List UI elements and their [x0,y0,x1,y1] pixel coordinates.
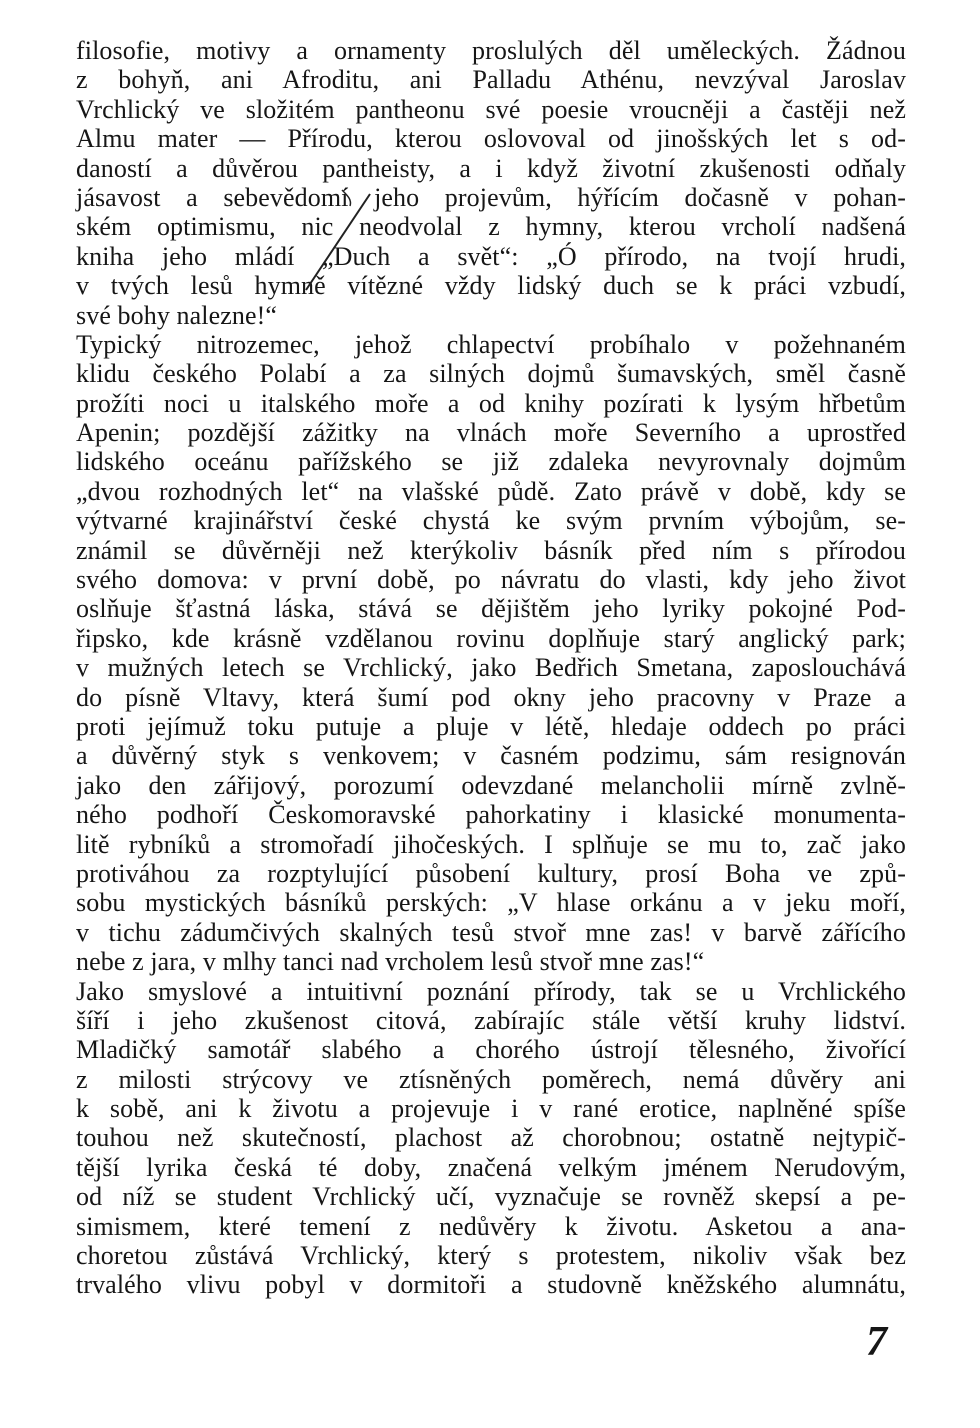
text-line: z bohyň, ani Afroditu, ani Palladu Athénu, nevzýval Jaroslav [76,65,906,95]
text-line: k sobě, ani k životu a projevuje i v rané erotice, naplněné spíše [76,1094,906,1124]
text-line: svého domova: v první době, po návratu do vlasti, kdy jeho život [76,565,906,595]
text-line: oslňuje šťastná láska, stává se dějištěm jeho lyriky pokojné Pod- [76,594,906,624]
text-line: Almu mater — Přírodu, kterou oslovoval od jinošských let s od- [76,124,906,154]
text-line: z milosti strýcovy ve ztísněných poměrech, nemá důvěry ani [76,1064,906,1094]
text-line: v tvých lesů hymně vítězné vždy lidský duch se k práci vzbudí, [76,271,906,301]
text-line: v mužných letech se Vrchlický, jako Bedřich Smetana, zaposlouchává [76,653,906,683]
text-line: sobu mystických básníků perských: „V hlase orkánu a v jeku moří, [76,888,906,918]
text-line: od níž se student Vrchlický učí, vyznačuje se rovněž skepsí a pe- [76,1182,906,1212]
text-line: protiváhou za rozptylující působení kultury, prosí Boha ve způ- [76,858,906,888]
text-line: kniha jeho mládí „Duch a svět“: „Ó přírodo, na tvojí hrudi, [76,241,906,271]
text-line: lidského oceánu pařížského se již zdaleka nevyrovnaly dojmům [76,447,906,477]
text-line: známil se důvěrněji než kterýkoliv básník před ním s přírodou [76,535,906,565]
text-line: daností a důvěrou pantheisty, a i když životní zkušenosti odňaly [76,153,906,183]
text-line: řipsko, kde krásně vzdělanou rovinu doplňuje starý anglický park; [76,623,906,653]
text-line: ském optimismu, nic neodvolal z hymny, kterou vrcholí nadšená [76,212,906,242]
text-line: do písně Vltavy, která šumí pod okny jeho pracovny v Praze a [76,682,906,712]
text-line: výtvarné krajinářství české chystá ke svým prvním výbojům, se- [76,506,906,536]
text-line: a důvěrný styk s venkovem; v časném podzimu, sám resignován [76,741,906,771]
text-line: klidu českého Polabí a za silných dojmů šumavských, směl časně [76,359,906,389]
text-line: prožíti noci u italského moře a od knihy pozírati k lysým hřbetům [76,388,906,418]
text-line: šíří i jeho zkušenost citová, zabírajíc stále větší kruhy lidství. [76,1005,906,1035]
text-line: „dvou rozhodných let“ na vlašské půdě. Zato právě v době, kdy se [76,476,906,506]
text-line: Apenin; pozdější zážitky na vlnách moře Severního a uprostřed [76,418,906,448]
text-line: své bohy nalezne!“ [76,300,278,330]
text-line: ného podhoří Českomoravské pahorkatiny i klasické monumenta- [76,800,906,830]
text-line: Jako smyslové a intuitivní poznání přírody, tak se u Vrchlického [76,976,906,1006]
text-line: tější lyrika česká té doby, značená velkým jménem Nerudovým, [76,1152,906,1182]
text-line: choretou zůstává Vrchlický, který s protestem, nikoliv však bez [76,1241,906,1271]
text-line: filosofie, motivy a ornamenty proslulých děl uměleckých. Žádnou [76,36,906,65]
text-line: trvalého vlivu pobyl v dormitoři a studovně kněžského alumnátu, [76,1270,906,1300]
text-line: v tichu zádumčivých skalných tesů stvoř mne zas! v barvě zářícího [76,917,906,947]
text-line: nebe z jara, v mlhy tanci nad vrcholem lesů stvoř mne zas!“ [76,947,705,977]
text-line: Mladičký samotář slabého a chorého ústrojí tělesného, živořící [76,1035,906,1065]
page-number: 7 [866,1319,887,1365]
text-line: Vrchlický ve složitém pantheonu své poesie vroucněji a častěji než [76,94,906,124]
text-line: Typický nitrozemec, jehož chlapectví probíhalo v požehnaném [76,329,906,359]
text-line: jako den zářijový, porozumí odevzdané melancholii mírně zvlně- [76,770,906,800]
text-line: simismem, které temení z nedůvěry k životu. Asketou a ana- [76,1211,906,1241]
text-line: jásavost a sebevědomí jeho projevům, hýřícím dočasně v pohan- [76,182,906,212]
body-text [76,36,906,1300]
text-line: litě rybníků a stromořadí jihočeských. I splňuje se mu to, zač jako [76,829,906,859]
text-line: proti jejímuž toku putuje a pluje v létě, hledaje oddech po práci [76,711,906,741]
text-line: touhou než skutečností, plachost až chorobnou; ostatně nejtypič- [76,1123,906,1153]
